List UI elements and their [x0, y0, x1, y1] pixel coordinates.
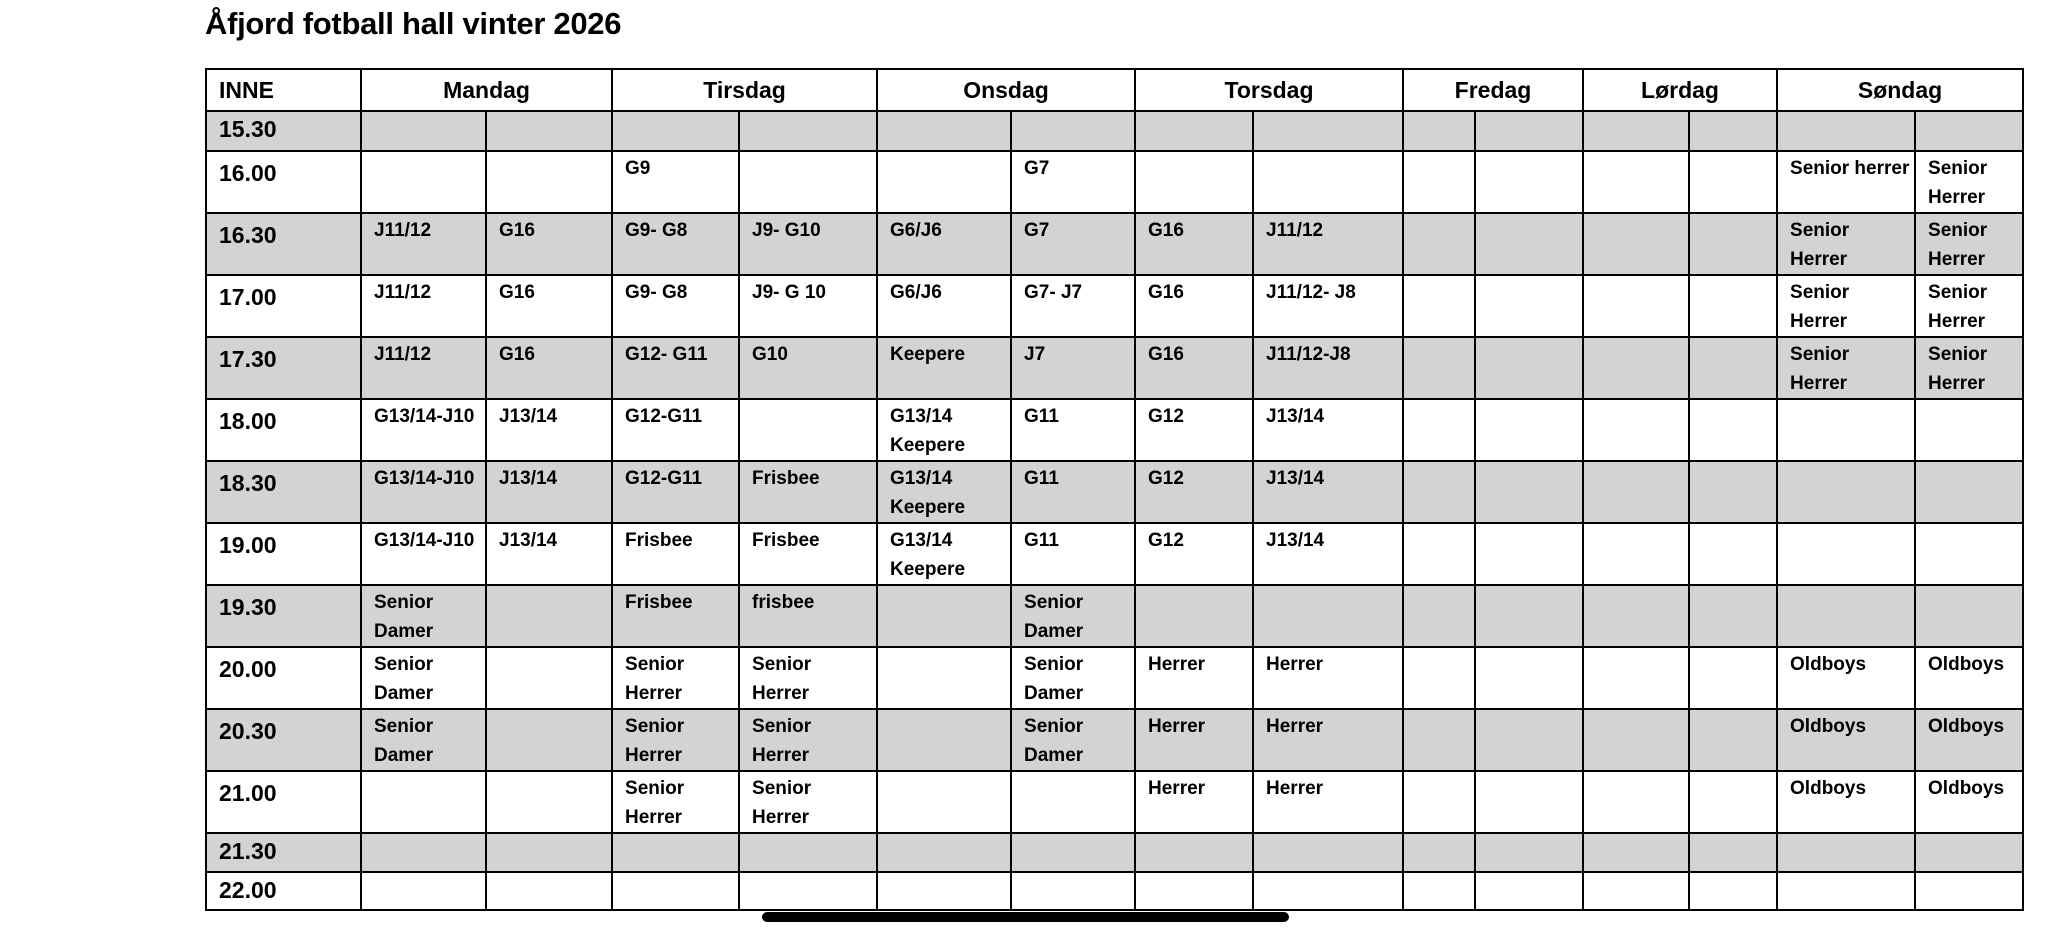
schedule-cell: G7 — [1011, 151, 1135, 213]
schedule-cell: G13/14-J10 — [361, 523, 486, 585]
table-row — [206, 151, 2023, 213]
schedule-cell — [486, 709, 612, 771]
schedule-cell: J11/12 — [1253, 213, 1403, 275]
schedule-cell — [1689, 833, 1777, 872]
schedule-cell — [486, 833, 612, 872]
schedule-cell — [1777, 461, 1915, 523]
table-row — [206, 771, 2023, 833]
schedule-cell — [1583, 399, 1689, 461]
schedule-cell: G13/14-J10 — [361, 399, 486, 461]
table-row — [206, 833, 2023, 872]
schedule-cell — [1583, 461, 1689, 523]
table-row — [206, 872, 2023, 910]
schedule-cell — [1689, 523, 1777, 585]
time-slot-label: 20.00 — [206, 647, 361, 709]
day-header: Onsdag — [877, 69, 1135, 111]
schedule-cell: Frisbee — [739, 461, 877, 523]
schedule-cell: Senior Damer — [361, 585, 486, 647]
schedule-cell — [361, 872, 486, 910]
schedule-cell: G12-G11 — [612, 399, 739, 461]
schedule-cell — [1403, 111, 1475, 151]
time-slot-label: 18.30 — [206, 461, 361, 523]
schedule-cell — [361, 111, 486, 151]
schedule-cell — [612, 833, 739, 872]
table-row — [206, 213, 2023, 275]
table-row — [206, 275, 2023, 337]
schedule-cell — [486, 585, 612, 647]
time-slot-label: 19.30 — [206, 585, 361, 647]
schedule-cell — [1135, 833, 1253, 872]
schedule-cell: J13/14 — [486, 399, 612, 461]
schedule-cell: Senior Damer — [361, 647, 486, 709]
schedule-cell: G13/14 Keepere — [877, 461, 1011, 523]
schedule-cell — [1583, 151, 1689, 213]
schedule-cell — [1011, 833, 1135, 872]
schedule-table — [205, 68, 2024, 911]
schedule-cell: Herrer — [1135, 647, 1253, 709]
day-header: Mandag — [361, 69, 612, 111]
schedule-cell: Herrer — [1135, 709, 1253, 771]
schedule-cell — [1403, 275, 1475, 337]
schedule-cell — [1403, 585, 1475, 647]
schedule-cell: frisbee — [739, 585, 877, 647]
schedule-cell — [739, 872, 877, 910]
schedule-cell — [1777, 872, 1915, 910]
schedule-cell: Oldboys — [1915, 647, 2023, 709]
schedule-cell — [1475, 709, 1583, 771]
schedule-cell — [1583, 709, 1689, 771]
schedule-cell — [1475, 213, 1583, 275]
schedule-cell — [1915, 111, 2023, 151]
schedule-cell: G13/14-J10 — [361, 461, 486, 523]
schedule-cell — [1253, 111, 1403, 151]
schedule-cell — [1689, 585, 1777, 647]
schedule-cell: Senior Herrer — [739, 709, 877, 771]
schedule-cell: Senior Herrer — [1915, 151, 2023, 213]
schedule-cell: Frisbee — [612, 523, 739, 585]
schedule-cell — [1915, 399, 2023, 461]
schedule-cell: J13/14 — [1253, 399, 1403, 461]
time-slot-label: 18.00 — [206, 399, 361, 461]
table-row — [206, 337, 2023, 399]
schedule-cell: Herrer — [1253, 709, 1403, 771]
schedule-cell: G16 — [486, 213, 612, 275]
table-row — [206, 111, 2023, 151]
schedule-cell: J13/14 — [1253, 523, 1403, 585]
schedule-cell — [1403, 647, 1475, 709]
schedule-cell — [1403, 337, 1475, 399]
time-slot-label: 19.00 — [206, 523, 361, 585]
schedule-cell: J7 — [1011, 337, 1135, 399]
schedule-cell: Senior Damer — [361, 709, 486, 771]
schedule-cell — [1253, 151, 1403, 213]
schedule-cell: G13/14 Keepere — [877, 523, 1011, 585]
schedule-cell — [361, 833, 486, 872]
schedule-cell: G12- G11 — [612, 337, 739, 399]
schedule-cell: G12 — [1135, 523, 1253, 585]
table-row — [206, 399, 2023, 461]
schedule-cell — [739, 111, 877, 151]
schedule-cell — [739, 399, 877, 461]
schedule-cell: Herrer — [1253, 647, 1403, 709]
schedule-cell — [1689, 275, 1777, 337]
time-slot-label: 16.30 — [206, 213, 361, 275]
schedule-cell — [1915, 461, 2023, 523]
schedule-cell: Senior Herrer — [739, 647, 877, 709]
schedule-cell — [1475, 523, 1583, 585]
schedule-cell: G9- G8 — [612, 275, 739, 337]
schedule-cell — [1583, 771, 1689, 833]
schedule-cell: J13/14 — [486, 461, 612, 523]
schedule-cell — [1915, 585, 2023, 647]
schedule-cell — [1915, 523, 2023, 585]
schedule-cell: G11 — [1011, 523, 1135, 585]
schedule-cell: J9- G 10 — [739, 275, 877, 337]
schedule-cell — [1689, 213, 1777, 275]
schedule-cell: Oldboys — [1777, 709, 1915, 771]
time-slot-label: 17.30 — [206, 337, 361, 399]
schedule-cell: Senior Herrer — [1915, 337, 2023, 399]
schedule-cell: Senior Herrer — [1777, 213, 1915, 275]
schedule-cell — [1915, 833, 2023, 872]
schedule-cell — [612, 111, 739, 151]
schedule-cell: Herrer — [1135, 771, 1253, 833]
schedule-cell: Senior herrer — [1777, 151, 1915, 213]
time-slot-label: 22.00 — [206, 872, 361, 910]
schedule-cell — [1583, 585, 1689, 647]
schedule-cell — [486, 647, 612, 709]
schedule-cell: J11/12 — [361, 213, 486, 275]
schedule-cell — [1403, 872, 1475, 910]
schedule-cell — [1583, 275, 1689, 337]
schedule-cell — [1583, 523, 1689, 585]
schedule-cell: Senior Herrer — [1915, 213, 2023, 275]
schedule-cell: J11/12 — [361, 275, 486, 337]
schedule-cell — [1583, 213, 1689, 275]
schedule-cell: G6/J6 — [877, 213, 1011, 275]
schedule-cell — [1689, 771, 1777, 833]
home-indicator[interactable] — [762, 912, 1289, 922]
schedule-cell: Senior Herrer — [739, 771, 877, 833]
schedule-cell: G6/J6 — [877, 275, 1011, 337]
schedule-cell: G13/14 Keepere — [877, 399, 1011, 461]
schedule-cell — [1689, 461, 1777, 523]
schedule-cell — [739, 833, 877, 872]
schedule-cell: Frisbee — [739, 523, 877, 585]
schedule-cell — [1475, 111, 1583, 151]
schedule-cell: J11/12 — [361, 337, 486, 399]
schedule-cell — [1475, 275, 1583, 337]
schedule-cell — [877, 709, 1011, 771]
page-title: Åfjord fotball hall vinter 2026 — [205, 6, 622, 41]
day-header: Lørdag — [1583, 69, 1777, 111]
time-slot-label: 16.00 — [206, 151, 361, 213]
schedule-cell: Herrer — [1253, 771, 1403, 833]
schedule-cell: Oldboys — [1777, 771, 1915, 833]
schedule-cell: Oldboys — [1915, 771, 2023, 833]
schedule-cell — [1135, 151, 1253, 213]
schedule-cell — [877, 833, 1011, 872]
day-header: Søndag — [1777, 69, 2023, 111]
schedule-cell — [1475, 872, 1583, 910]
schedule-cell: G16 — [1135, 337, 1253, 399]
schedule-body — [206, 111, 2023, 910]
schedule-cell: Senior Herrer — [1777, 275, 1915, 337]
schedule-cell: J11/12-J8 — [1253, 337, 1403, 399]
schedule-cell — [1475, 647, 1583, 709]
schedule-cell — [877, 771, 1011, 833]
schedule-cell: Oldboys — [1915, 709, 2023, 771]
schedule-cell: Senior Herrer — [612, 771, 739, 833]
schedule-cell — [1689, 709, 1777, 771]
schedule-cell — [486, 771, 612, 833]
schedule-cell — [1777, 585, 1915, 647]
header-corner: INNE — [206, 69, 361, 111]
schedule-cell: Senior Herrer — [612, 647, 739, 709]
schedule-cell: J9- G10 — [739, 213, 877, 275]
time-slot-label: 21.30 — [206, 833, 361, 872]
schedule-cell — [1689, 399, 1777, 461]
schedule-cell — [1011, 872, 1135, 910]
schedule-cell — [1475, 771, 1583, 833]
schedule-cell: Senior Herrer — [1777, 337, 1915, 399]
schedule-cell — [1475, 833, 1583, 872]
schedule-cell: J13/14 — [1253, 461, 1403, 523]
table-row — [206, 461, 2023, 523]
schedule-cell — [361, 771, 486, 833]
schedule-cell — [1475, 337, 1583, 399]
schedule-cell: G7- J7 — [1011, 275, 1135, 337]
schedule-cell — [1135, 872, 1253, 910]
schedule-cell — [1403, 461, 1475, 523]
schedule-cell — [1689, 872, 1777, 910]
time-slot-label: 15.30 — [206, 111, 361, 151]
table-row — [206, 647, 2023, 709]
schedule-cell: Senior Damer — [1011, 647, 1135, 709]
schedule-cell — [1475, 151, 1583, 213]
table-row — [206, 709, 2023, 771]
schedule-cell — [1777, 833, 1915, 872]
schedule-cell: G7 — [1011, 213, 1135, 275]
schedule-cell — [1253, 585, 1403, 647]
schedule-cell — [361, 151, 486, 213]
schedule-cell — [877, 585, 1011, 647]
schedule-cell — [739, 151, 877, 213]
day-header: Torsdag — [1135, 69, 1403, 111]
day-header: Fredag — [1403, 69, 1583, 111]
schedule-cell: G16 — [1135, 213, 1253, 275]
schedule-cell: Keepere — [877, 337, 1011, 399]
schedule-cell — [1915, 872, 2023, 910]
schedule-cell: G16 — [486, 337, 612, 399]
header-row — [206, 69, 2023, 111]
schedule-cell — [1689, 647, 1777, 709]
schedule-cell — [1403, 213, 1475, 275]
schedule-cell — [612, 872, 739, 910]
schedule-cell — [1253, 833, 1403, 872]
schedule-cell — [877, 151, 1011, 213]
schedule-cell: G11 — [1011, 461, 1135, 523]
schedule-cell: G11 — [1011, 399, 1135, 461]
schedule-cell — [1403, 709, 1475, 771]
schedule-cell — [486, 151, 612, 213]
schedule-cell — [1135, 111, 1253, 151]
schedule-cell — [1011, 771, 1135, 833]
schedule-cell: G9- G8 — [612, 213, 739, 275]
schedule-cell: G10 — [739, 337, 877, 399]
table-row — [206, 585, 2023, 647]
schedule-cell — [486, 872, 612, 910]
schedule-cell: G16 — [486, 275, 612, 337]
schedule-cell: G16 — [1135, 275, 1253, 337]
schedule-cell — [1475, 461, 1583, 523]
schedule-cell — [1689, 337, 1777, 399]
schedule-cell: Oldboys — [1777, 647, 1915, 709]
schedule-cell — [1403, 399, 1475, 461]
table-row — [206, 523, 2023, 585]
schedule-cell — [1689, 111, 1777, 151]
schedule-cell — [1583, 111, 1689, 151]
schedule-cell — [1777, 111, 1915, 151]
time-slot-label: 17.00 — [206, 275, 361, 337]
schedule-cell — [877, 111, 1011, 151]
schedule-cell — [1403, 151, 1475, 213]
schedule-cell — [877, 872, 1011, 910]
day-header: Tirsdag — [612, 69, 877, 111]
schedule-cell: Senior Herrer — [1915, 275, 2023, 337]
schedule-cell — [877, 647, 1011, 709]
schedule-cell — [1777, 399, 1915, 461]
schedule-cell — [1475, 585, 1583, 647]
schedule-cell: Senior Damer — [1011, 585, 1135, 647]
schedule-cell: G9 — [612, 151, 739, 213]
schedule-cell — [1475, 399, 1583, 461]
schedule-cell: Senior Damer — [1011, 709, 1135, 771]
schedule-cell — [1583, 833, 1689, 872]
time-slot-label: 20.30 — [206, 709, 361, 771]
time-slot-label: 21.00 — [206, 771, 361, 833]
schedule-cell: J13/14 — [486, 523, 612, 585]
schedule-cell: Senior Herrer — [612, 709, 739, 771]
schedule-cell — [1403, 771, 1475, 833]
schedule-cell: J11/12- J8 — [1253, 275, 1403, 337]
schedule-cell — [1253, 872, 1403, 910]
schedule-cell — [1583, 647, 1689, 709]
schedule-cell — [1583, 337, 1689, 399]
schedule-cell — [1583, 872, 1689, 910]
schedule-cell — [1403, 833, 1475, 872]
schedule-cell — [1135, 585, 1253, 647]
schedule-cell — [1689, 151, 1777, 213]
schedule-cell — [1403, 523, 1475, 585]
schedule-cell — [1011, 111, 1135, 151]
schedule-cell: G12-G11 — [612, 461, 739, 523]
schedule-cell — [1777, 523, 1915, 585]
schedule-cell: G12 — [1135, 399, 1253, 461]
schedule-cell: Frisbee — [612, 585, 739, 647]
schedule-cell: G12 — [1135, 461, 1253, 523]
schedule-cell — [486, 111, 612, 151]
